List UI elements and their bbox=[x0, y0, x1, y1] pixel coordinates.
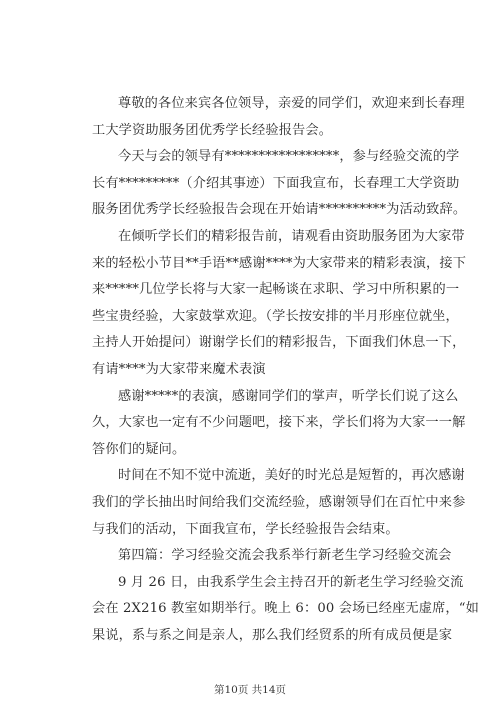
text-line: 感谢*****的表演，感谢同学们的掌声，听学长们说了这么 bbox=[118, 388, 459, 404]
text-line: 来*****几位学长将与大家一起畅谈在求职、学习中所积累的一 bbox=[92, 282, 460, 298]
text-line: 久，大家也一定有不少问题吧，接下来，学长们将为大家一一解 bbox=[92, 415, 466, 431]
document-body bbox=[92, 91, 480, 649]
paragraph-report bbox=[92, 570, 480, 650]
text-line: 在倾听学长们的精彩报告前，请观看由资助服务团为大家带 bbox=[118, 228, 465, 244]
text-line: 服务团优秀学长经验报告会现在开始请**********为活动致辞。 bbox=[92, 202, 467, 218]
paragraph-welcome bbox=[92, 91, 465, 144]
text-line: 有请****为大家带来魔术表演 bbox=[92, 361, 266, 377]
text-line: 9 月 26 日，由我系学生会主持召开的新老生学习经验交流 bbox=[118, 574, 464, 590]
paragraph-program bbox=[92, 224, 467, 384]
text-line: 今天与会的领导有*****************，参与经验交流的学 bbox=[118, 149, 460, 165]
text-line: 长有*********（介绍其事迹）下面我宣布，长春理工大学资助 bbox=[92, 175, 460, 191]
text-line: 时间在不知不觉中流逝，美好的时光总是短暂的，再次感谢 bbox=[118, 468, 465, 484]
paragraph-closing bbox=[92, 463, 466, 543]
text-line: 我们的学长抽出时间给我们交流经验，感谢领导们在百忙中来参 bbox=[92, 494, 466, 510]
text-line: 答你们的疑问。 bbox=[92, 441, 186, 457]
text-line: 些宝贵经验，大家鼓掌欢迎。（学长按安排的半月形座位就坐， bbox=[92, 308, 459, 324]
text-line: 第四篇：学习经验交流会我系举行新老生学习经验交流会 bbox=[118, 548, 452, 564]
paragraph-thanks bbox=[92, 384, 466, 464]
section-heading bbox=[92, 543, 462, 570]
page-number: 第10页 共14页 bbox=[213, 684, 287, 696]
text-line: 尊敬的各位来宾各位领导，亲爱的同学们，欢迎来到长春理 bbox=[118, 96, 465, 111]
text-line: 主持人开始提问）谢谢学长们的精彩报告，下面我们休息一下， bbox=[92, 335, 466, 351]
paragraph-attendees bbox=[92, 144, 467, 224]
text-line: 工大学资助服务团优秀学长经验报告会。 bbox=[92, 122, 333, 138]
text-line: 来的轻松小节目**手语**感谢****为大家带来的精彩表演，接下 bbox=[92, 255, 467, 271]
text-line: 会在 2X216 教室如期举行。晚上 6：00 会场已经座无虚席，“如 bbox=[92, 601, 480, 617]
text-line: 果说，系与系之间是亲人，那么我们经贸系的所有成员便是家 bbox=[92, 627, 453, 643]
text-line: 与我们的活动，下面我宣布，学长经验报告会结束。 bbox=[92, 521, 399, 537]
